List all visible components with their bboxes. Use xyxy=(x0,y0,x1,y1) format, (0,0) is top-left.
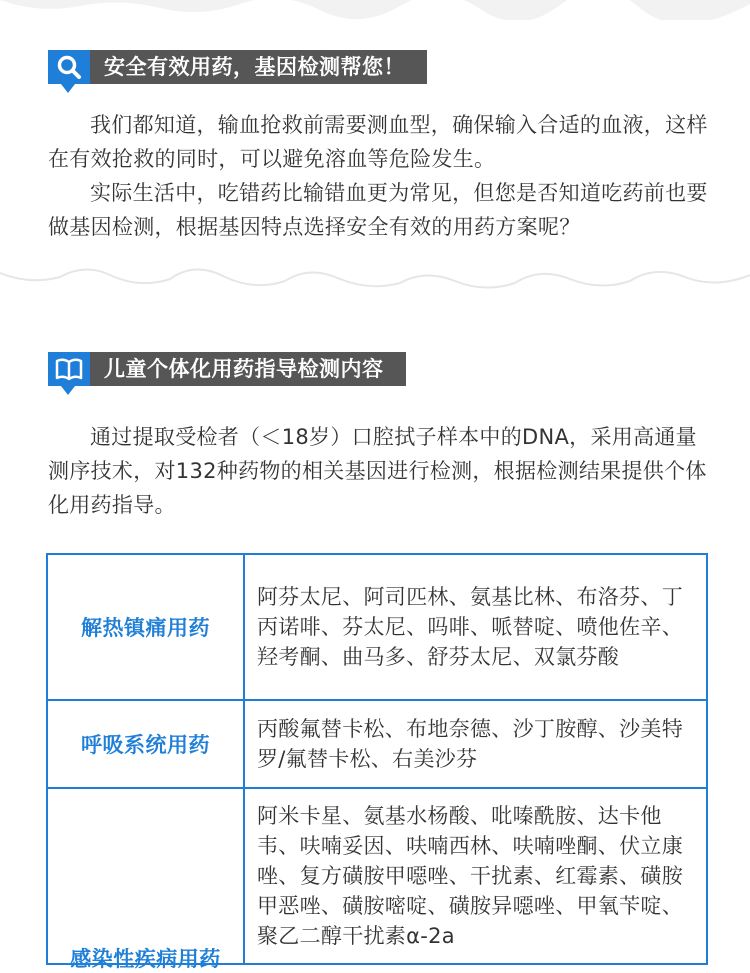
category-cell: 解热镇痛用药 xyxy=(47,554,244,700)
search-icon xyxy=(48,50,90,84)
drug-list-cell: 阿米卡星、氨基水杨酸、吡嗪酰胺、达卡他韦、呋喃妥因、呋喃西林、呋喃唑酮、伏立康唑、复方磺胺甲噁唑、干扰素、红霉素、磺胺甲恶唑、磺胺嘧啶、磺胺异噁唑、甲氧苄啶、聚乙二醇干扰素α-2a xyxy=(244,788,707,964)
category-cell xyxy=(47,788,244,971)
intro-paragraph-1: 我们都知道，输血抢救前需要测血型，确保输入合适的血液，这样在有效抢救的同时，可以避免溶血等危险发生。 xyxy=(48,113,708,171)
top-decoration xyxy=(0,0,750,20)
table-row xyxy=(47,700,707,788)
drug-list-cell: 阿芬太尼、阿司匹林、氨基比林、布洛芬、丁丙诺啡、芬太尼、吗啡、哌替啶、喷他佐辛、羟考酮、曲马多、舒芬太尼、双氯芬酸 xyxy=(244,554,707,700)
section-title: 儿童个体化用药指导检测内容 xyxy=(90,352,406,386)
book-icon xyxy=(48,352,90,386)
table-row xyxy=(47,788,707,964)
category-label: 感染性疾病用药 xyxy=(70,947,221,971)
intro-paragraph-2: 实际生活中，吃错药比输错血更为常见，但您是否知道吃药前也要做基因检测，根据基因特点选择安全有效的用药方案呢？ xyxy=(48,181,708,239)
drug-list-cell: 丙酸氟替卡松、布地奈德、沙丁胺醇、沙美特罗/氟替卡松、右美沙芬 xyxy=(244,700,707,788)
table-row xyxy=(47,554,707,700)
section-title: 安全有效用药，基因检测帮您！ xyxy=(90,50,427,84)
section-header-pediatric-testing xyxy=(48,352,406,386)
testing-description: 通过提取受检者（＜18岁）口腔拭子样本中的DNA，采用高通量测序技术，对132种药物的相关基因进行检测，根据检测结果提供个体化用药指导。 xyxy=(48,425,707,517)
section-header-safe-medication xyxy=(48,50,427,84)
cloud-divider xyxy=(0,255,750,325)
drug-category-table xyxy=(46,553,708,971)
category-cell: 呼吸系统用药 xyxy=(47,700,244,788)
